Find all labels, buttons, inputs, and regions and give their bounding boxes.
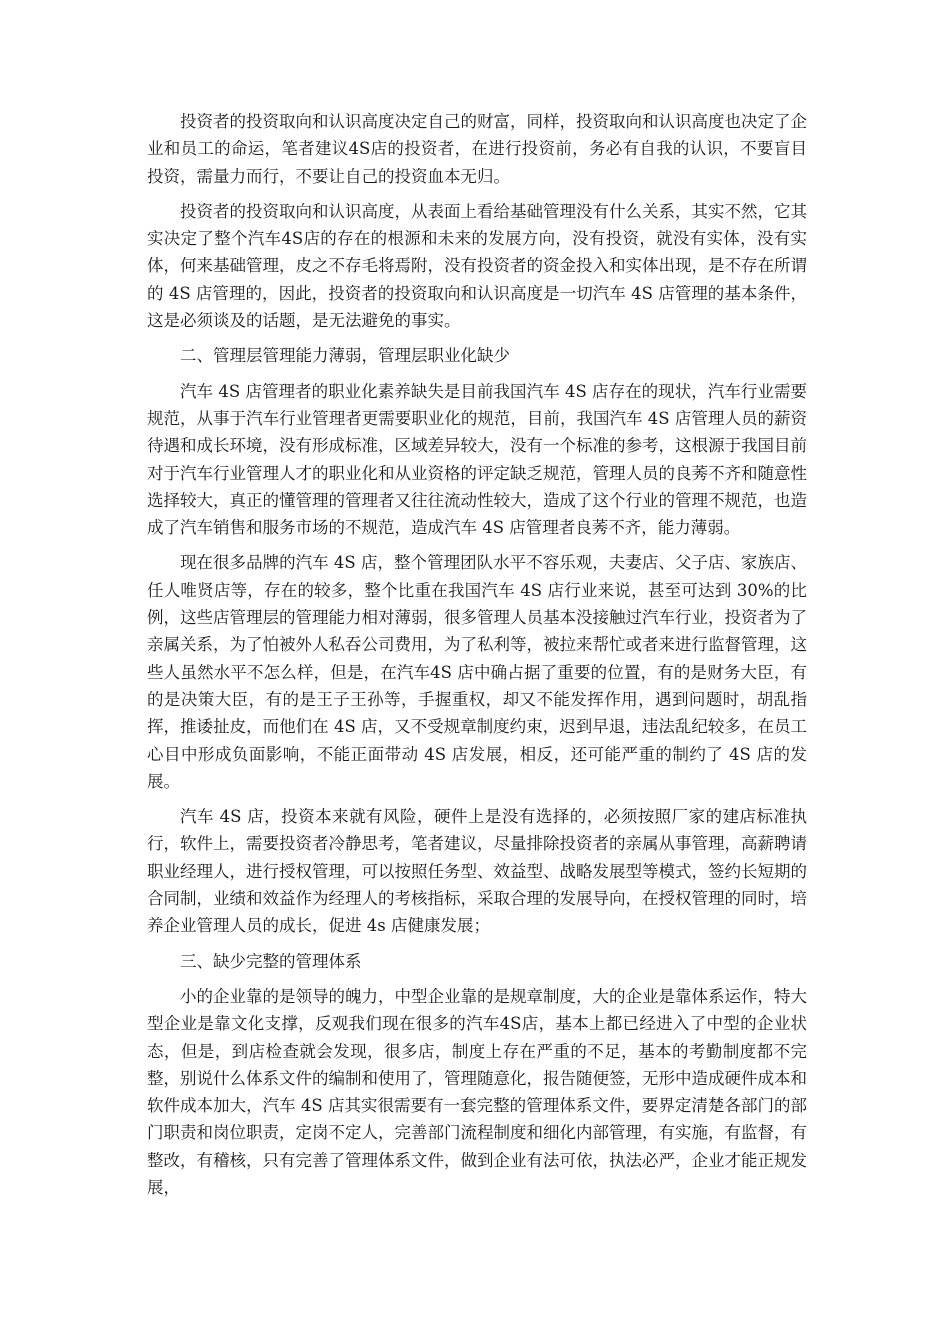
paragraph-recommendation: 汽车 4S 店，投资本来就有风险，硬件上是没有选择的，必须按照厂家的建店标准执行，软件上，需要投资者冷静思考，笔者建议，尽量排除投资者的亲属从事管理，高薪聘请职业经理人，进行授权管理，可以按照任务型、效益型、战略发展型等模式，签约长短期的合同制，业绩和效益作为经理人的考核指标，采取合理的发展导向，在授权管理的同时，培养企业管理人员的成长，促进 4s 店健康发展； bbox=[147, 807, 807, 936]
document-body bbox=[147, 108, 807, 1209]
paragraph-management-system: 小的企业靠的是领导的魄力，中型企业靠的是规章制度，大的企业是靠体系运作，特大型企业是靠文化支撑，反观我们现在很多的汽车4S店，基本上都已经进入了中型的企业状态，但是，到店检查就会发现，很多店，制度上存在严重的不足，基本的考勤制度都不完整，别说什么体系文件的编制和使用了，管理随意化，报告随便签，无形中造成硬件成本和软件成本加大，汽车 4S 店其实很需要有一套完整的管理体系文件，要界定清楚各部门的部门职责和岗位职责，定岗不定人，完善部门流程制度和细化内部管理，有实施，有监督，有整改，有稽核，只有完善了管理体系文件，做到企业有法可依，执法必严，企业才能正规发展， bbox=[147, 986, 807, 1197]
paragraph-investor-foundation: 投资者的投资取向和认识高度，从表面上看给基础管理没有什么关系，其实不然，它其实决定了整个汽车4S店的存在的根源和未来的发展方向，没有投资，就没有实体，没有实体，何来基础管理，皮之不存毛将焉附，没有投资者的资金投入和实体出现，是不存在所谓的 4S 店管理的，因此，投资者的投资取向和认识高度是一切汽车 4S 店管理的基本条件，这是必须谈及的话题，是无法避免的事实。 bbox=[147, 201, 807, 331]
section-heading-management-system: 三、缺少完整的管理体系 bbox=[180, 951, 362, 971]
paragraph-professionalism: 汽车 4S 店管理者的职业化素养缺失是目前我国汽车 4S 店存在的现状，汽车行业需要规范，从事于汽车行业管理者更需要职业化的规范，目前，我国汽车 4S 店管理人员的薪资待遇和成长环境，没有形成标准，区域差异较大，没有一个标准的参考，这根源于我国目前对于汽车行业管理人才的职业化和从业资格的评定缺乏规范，管理人员的良莠不齐和随意性选择较大，真正的懂管理的管理者又往往流动性较大，造成了这个行业的管理不规范，也造成了汽车销售和服务市场的不规范，造成汽车 4S 店管理者良莠不齐，能力薄弱。 bbox=[147, 381, 807, 538]
section-heading-management-capability: 二、管理层管理能力薄弱，管理层职业化缺少 bbox=[180, 346, 510, 366]
paragraph-investor-orientation: 投资者的投资取向和认识高度决定自己的财富，同样，投资取向和认识高度也决定了企业和员工的命运，笔者建议4S店的投资者，在进行投资前，务必有自我的认识，不要盲目投资，需量力而行，不要让自己的投资血本无归。 bbox=[147, 112, 807, 186]
paragraph-family-stores: 现在很多品牌的汽车 4S 店，整个管理团队水平不容乐观，夫妻店、父子店、家族店、任人唯贤店等，存在的较多，整个比重在我国汽车 4S 店行业来说，甚至可达到 30%的比例，这些店管理层的管理能力相对薄弱，很多管理人员基本没接触过汽车行业，投资者为了亲属关系，为了怕被外人私吞公司费用，为了私利等，被拉来帮忙或者来进行监督管理，这些人虽然水平不怎么样，但是，在汽车4S 店中确占据了重要的位置，有的是财务大臣，有的是决策大臣，有的是王子王孙等，手握重权，却又不能发挥作用，遇到问题时，胡乱指挥，推诿扯皮，而他们在 4S 店，又不受规章制度约束，迟到早退，违法乱纪较多，在员工心目中形成负面影响，不能正面带动 4S 店发展，相反，还可能严重的制约了 4S 店的发展。 bbox=[147, 553, 807, 791]
